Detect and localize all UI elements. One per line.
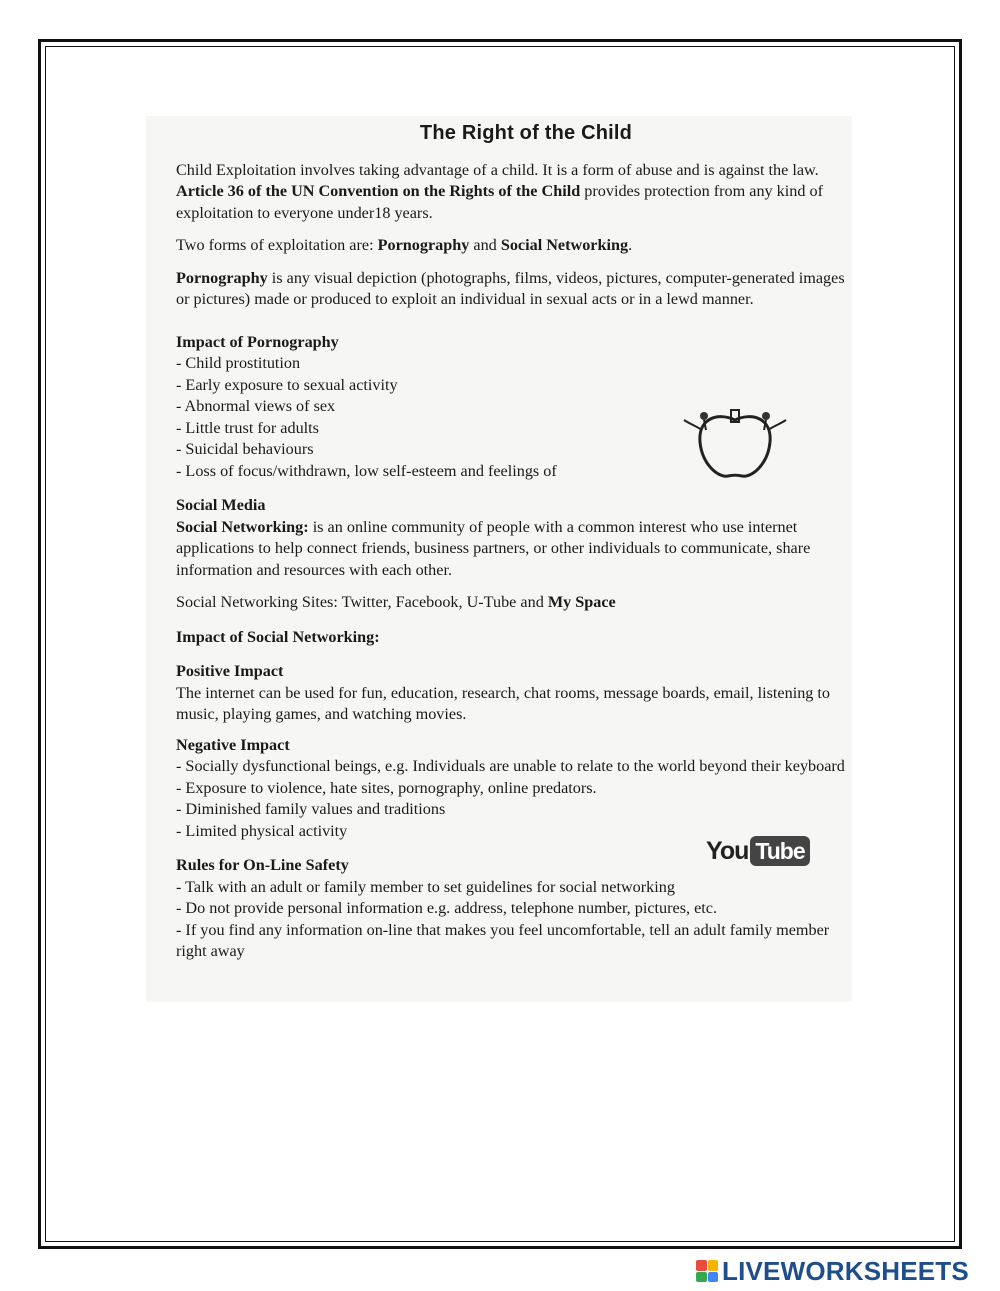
negative-impact-section — [176, 735, 846, 843]
list-item: - If you find any information on-line that makes you feel uncomfortable, tell an adult family member right away — [176, 920, 830, 960]
social-media-heading: Social Media — [176, 496, 266, 514]
list-item: - Exposure to violence, hate sites, pornography, online predators. — [176, 778, 597, 797]
positive-impact-section — [176, 661, 846, 726]
pornography-definition: Pornography is any visual depiction (photographs, films, videos, pictures, computer-generated images or pictures) made or produced to exploit an individual in sexual acts or in a lewd manner. — [176, 268, 845, 308]
forms-paragraph: Two forms of exploitation are: Pornography and Social Networking. — [176, 236, 633, 254]
youtube-logo-you: You — [706, 836, 749, 865]
list-item: - Early exposure to sexual activity — [176, 375, 398, 394]
impact-pornography-heading: Impact of Pornography — [176, 332, 339, 351]
liveworksheets-logo-icon — [696, 1260, 718, 1282]
liveworksheets-wordmark: LIVEWORKSHEETS — [722, 1255, 969, 1286]
youtube-logo — [706, 834, 810, 868]
social-networking-term: Social Networking: — [176, 517, 309, 536]
list-item: - Do not provide personal information e.g. address, telephone number, pictures, etc. — [176, 899, 718, 917]
list-item: - Diminished family values and traditions — [176, 800, 446, 818]
list-item: - Limited physical activity — [176, 821, 348, 840]
apple-clipart-icon — [680, 408, 790, 488]
list-item: - Talk with an adult or family member to set guidelines for social networking — [176, 877, 675, 896]
impact-social-heading: Impact of Social Networking: — [176, 627, 380, 646]
list-item: - Socially dysfunctional beings, e.g. Individuals are unable to relate to the world beyond their keyboard — [176, 757, 845, 775]
negative-impact-heading: Negative Impact — [176, 735, 290, 754]
article-reference: Article 36 of the UN Convention on the Rights of the Child — [176, 182, 581, 200]
list-item: - Loss of focus/withdrawn, low self-esteem and feelings of — [176, 461, 557, 480]
positive-impact-text: The internet can be used for fun, education, research, chat rooms, message boards, email, listening to music, playing games, and watching movies. — [176, 683, 831, 723]
document-title: The Right of the Child — [419, 122, 633, 144]
intro-paragraph: Child Exploitation involves taking advantage of a child. It is a form of abuse and is against the law. Article 36 of the UN Convention on the Rights of the Child provides protection from any kind of exploitation to everyone under18 years. — [176, 160, 823, 222]
online-safety-rules-section — [176, 855, 846, 963]
online-safety-heading: Rules for On-Line Safety — [176, 856, 349, 874]
positive-impact-heading: Positive Impact — [176, 662, 284, 680]
list-item: - Suicidal behaviours — [176, 440, 314, 458]
list-item: - Child prostitution — [176, 354, 301, 372]
social-networking-sites: Social Networking Sites: Twitter, Facebook, U-Tube and My Space — [176, 593, 616, 611]
liveworksheets-branding — [696, 1255, 969, 1286]
youtube-logo-tube: Tube — [750, 836, 809, 866]
social-media-section: Social Media Social Networking: is an online community of people with a common interest who use internet applications to help connect friends, business partners, or other individuals to communicate, share information and resources with each other. — [176, 495, 846, 581]
list-item: - Little trust for adults — [176, 418, 319, 437]
list-item: - Abnormal views of sex — [176, 397, 336, 415]
